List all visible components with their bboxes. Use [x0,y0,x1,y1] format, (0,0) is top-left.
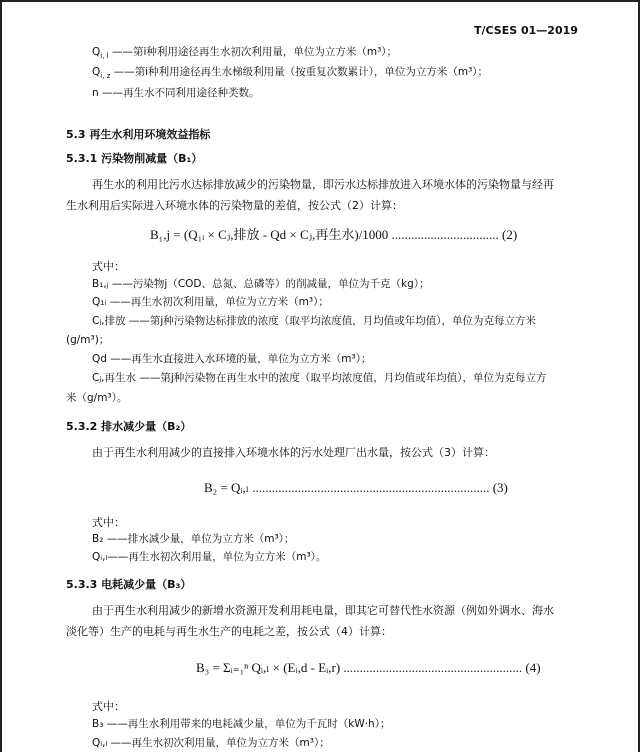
page-border-top [0,0,640,2]
page-border-left [0,0,2,752]
def-line: Cⱼ,再生水 ——第j种污染物在再生水中的浓度（取平均浓度值，月均值或年均值），单位为克每立方 [92,372,547,384]
where-label: 式中： [92,260,125,273]
where-label: 式中： [92,700,125,713]
section-5-3-2-title: 5.3.2 排水减少量（B₂） [66,420,192,433]
def-text: ——第i种利用途径再生水梯级利用量（按重复次数累计），单位为立方米（m³）； [113,66,489,78]
where-label: 式中： [92,516,125,529]
document-code: T/CSES 01—2019 [474,24,578,37]
def-line: Qᵢ,ₗ——再生水初次利用量，单位为立方米（m³）。 [92,551,327,563]
def-line: (g/m³)； [66,334,110,346]
paragraph: 由于再生水利用减少的新增水资源开发利用耗电量，即其它可替代性水资源（例如外调水、海水 [92,604,554,617]
section-5-3-title: 5.3 再生水利用环境效益指标 [66,128,211,141]
def-text: ——再生水不同利用途径种类数。 [102,87,260,99]
def-symbol: n [92,87,99,99]
def-qiz [92,64,488,80]
def-line: Q₁ᵢ ——再生水初次利用量，单位为立方米（m³）； [92,296,329,308]
def-line: Qd ——再生水直接进入水环境的量，单位为立方米（m³）； [92,353,372,365]
def-text: ——第i种利用途径再生水初次利用量，单位为立方米（m³）； [111,46,398,58]
def-line: 米（g/m³）。 [66,392,128,404]
paragraph: 再生水的利用比污水达标排放减少的污染物量，即污水达标排放进入环境水体的污染物量与经再 [92,178,554,191]
formula-3: B₂ = Qᵢ,ₗ ......................................................................... (3) [204,480,508,495]
def-line: B₃ ——再生水利用带来的电耗减少量，单位为千瓦时（kW·h）； [92,718,391,730]
paragraph: 由于再生水利用减少的直接排入环境水体的污水处理厂出水量，按公式（3）计算： [92,446,495,459]
def-qil [92,44,397,60]
def-line: B₁,ⱼ ——污染物j（COD、总氮、总磷等）的削减量，单位为千克（kg）； [92,278,430,290]
def-symbol: $Q_{i, l}$ [92,46,109,61]
section-5-3-1-title: 5.3.1 污染物削减量（B₁） [66,152,203,165]
paragraph: 生水利用后实际进入环境水体的污染物量的差值，按公式（2）计算： [66,199,403,212]
def-line: Cⱼ,排放 ——第j种污染物达标排放的浓度（取平均浓度值，月均值或年均值），单位为克每立方米 [92,315,537,327]
formula-2: B₁,j = (Q₁ᵢ × Cⱼ,排放 - Qd × Cⱼ,再生水)/1000 ................................. (2) [150,227,518,242]
def-line: B₂ ——排水减少量，单位为立方米（m³）； [92,533,295,545]
formula-4: B₃ = Σᵢ₌₁ⁿ Qᵢ,ₗ × (Eᵢ,d - Eᵢ,r) ....................................................... (4) [196,660,541,675]
def-line: Qᵢ,ₗ ——再生水初次利用量，单位为立方米（m³）； [92,737,330,749]
section-5-3-3-title: 5.3.3 电耗减少量（B₃） [66,578,192,591]
paragraph: 淡化等）生产的电耗与再生水生产的电耗之差，按公式（4）计算： [66,625,392,638]
def-symbol: $Q_{i, z}$ [92,66,111,81]
def-n [92,85,260,100]
